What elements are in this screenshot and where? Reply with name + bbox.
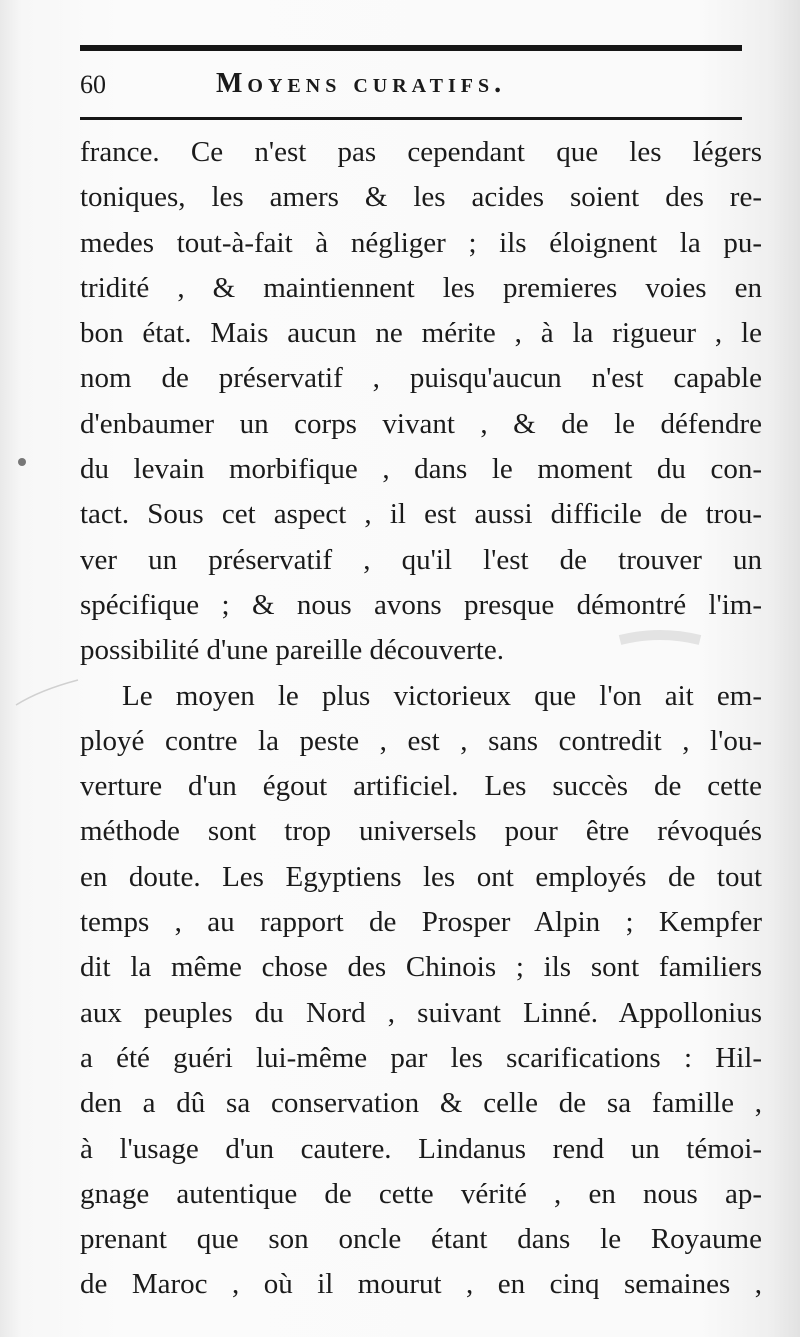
body-text [80, 130, 762, 1308]
ink-speck [18, 458, 26, 466]
paper-crease [16, 680, 78, 705]
paragraph-end-line: possibilité d'une pareille découverte. [80, 634, 504, 667]
text-line: france. Ce n'est pas cependant que les légers [80, 136, 762, 168]
paragraph-start-line: Le moyen le plus victorieux que l'on ait em- [122, 679, 762, 712]
text-line: tridité , & maintiennent les premieres voies en [80, 271, 762, 304]
text-line: du levain morbifique , dans le moment du con- [80, 453, 762, 486]
text-line: prenant que son oncle étant dans le Royaume [80, 1223, 762, 1256]
page-number: 60 [80, 70, 106, 99]
text-line: aux peuples du Nord , suivant Linné. Appollonius [80, 996, 762, 1029]
text-line: nom de préservatif , puisqu'aucun n'est capable [80, 362, 762, 395]
text-line: d'enbaumer un corps vivant , & de le défendre [80, 407, 762, 440]
header-bottom-rule [80, 117, 742, 120]
text-line: spécifique ; & nous avons presque démontré l'im- [80, 588, 762, 621]
text-line: bon état. Mais aucun ne mérite , à la rigueur , le [80, 317, 762, 350]
text-line: dit la même chose des Chinois ; ils sont familiers [80, 951, 762, 984]
running-title: Moyens curatifs. [216, 68, 507, 99]
text-line: de Maroc , où il mourut , en cinq semaines , [80, 1268, 762, 1301]
text-line: ver un préservatif , qu'il l'est de trouver un [80, 543, 762, 576]
text-line: ployé contre la peste , est , sans contredit , l'ou- [80, 724, 762, 757]
text-line: a été guéri lui-même par les scarifications : Hil- [80, 1041, 762, 1074]
text-line: méthode sont trop universels pour être révoqués [80, 815, 762, 848]
text-line: medes tout-à-fait à négliger ; ils éloignent la pu- [80, 226, 762, 259]
text-line: à l'usage d'un cautere. Lindanus rend un témoi- [80, 1132, 762, 1165]
text-line: verture d'un égout artificiel. Les succès de cette [80, 770, 762, 803]
text-line: gnage autentique de cette vérité , en nous ap- [80, 1177, 762, 1210]
text-line: en doute. Les Egyptiens les ont employés de tout [80, 860, 762, 893]
header-top-rule [80, 45, 742, 51]
text-line: temps , au rapport de Prosper Alpin ; Kempfer [80, 906, 762, 939]
text-line: den a dû sa conservation & celle de sa famille , [80, 1087, 762, 1120]
text-line: tact. Sous cet aspect , il est aussi difficile de trou- [80, 498, 762, 531]
running-header [80, 64, 742, 104]
text-line: toniques, les amers & les acides soient des re- [80, 181, 762, 214]
